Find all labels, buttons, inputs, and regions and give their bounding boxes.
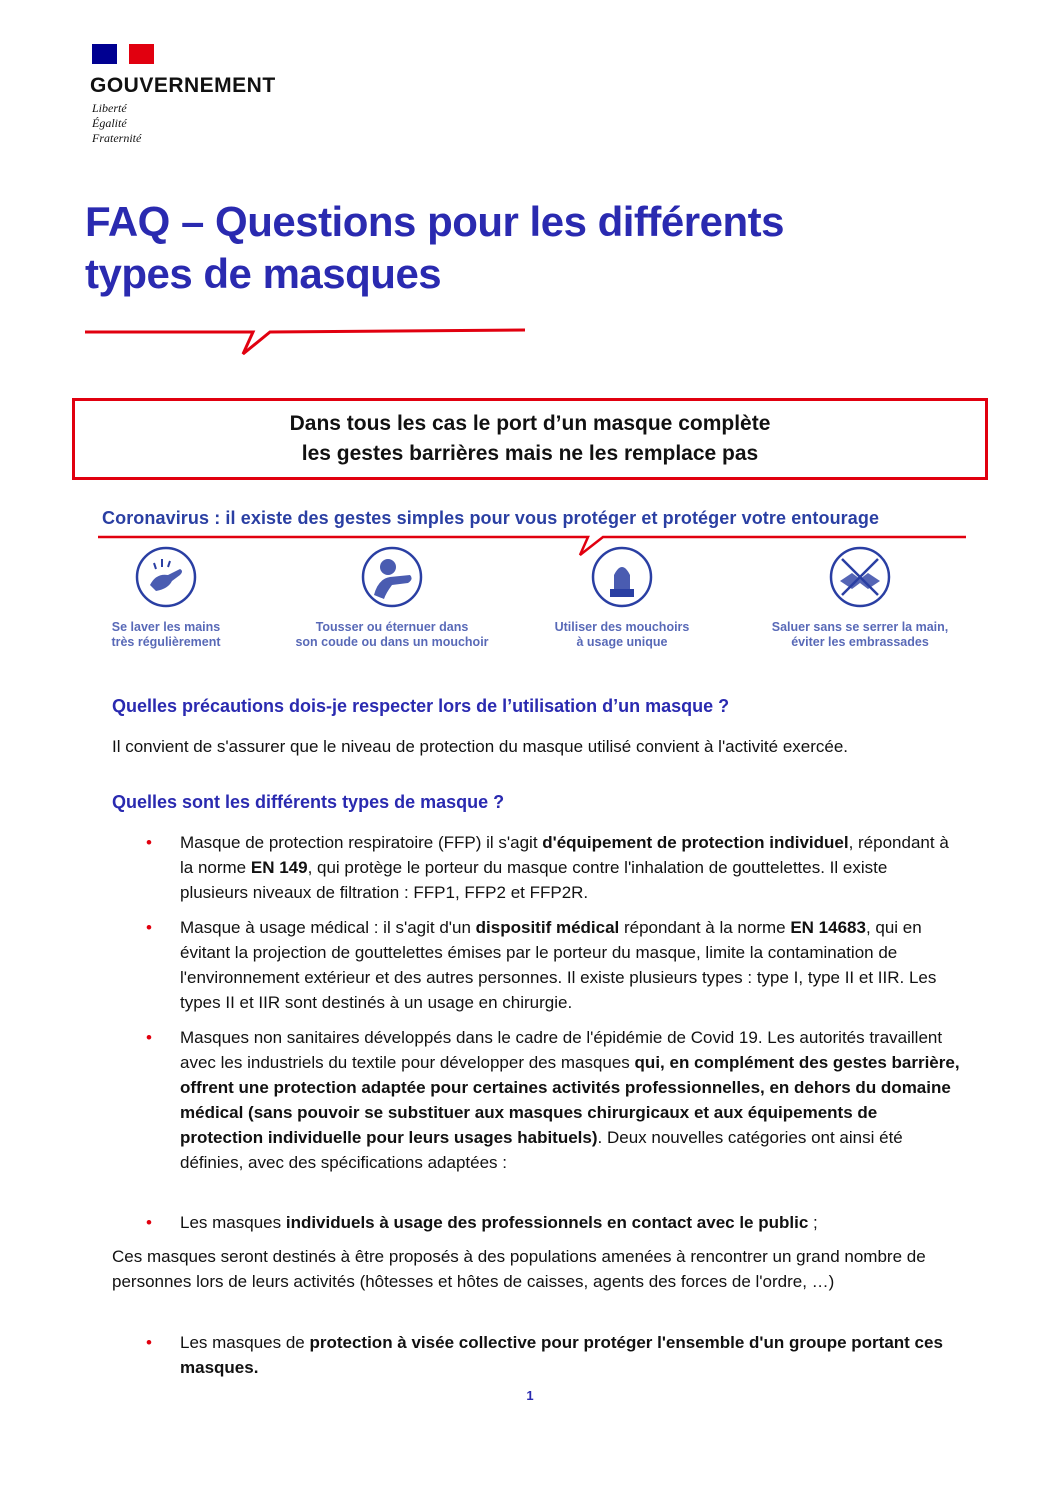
flag-white-band [117, 44, 129, 64]
flag-blue-band [92, 44, 117, 64]
warning-line2: les gestes barrières mais ne les remplace pas [301, 442, 759, 465]
page-title-line2: types de masques [85, 250, 442, 297]
gesture-tissue [512, 545, 732, 650]
bullet-collective [140, 1330, 960, 1380]
bullet-marker: • [146, 833, 152, 852]
individual-masks-paragraph: Ces masques seront destinés à être proposés à des populations amenées à rencontrer un grand nombre de personnes lors de leurs activités (hôtesses et hôtes de caisses, agents des forces de l'ordre, …) [112, 1247, 926, 1291]
bullet-nonsanitary [140, 1025, 960, 1175]
bullet-marker: • [146, 1028, 152, 1047]
page-title [85, 196, 965, 300]
bullet-ffp [140, 830, 960, 905]
gesture-cough-elbow-label: Tousser ou éternuer dans son coude ou dans un mouchoir [295, 620, 489, 649]
bullet-marker: • [146, 1333, 152, 1352]
tissue-icon [590, 545, 654, 609]
warning-line1: Dans tous les cas le port d’un masque complète [289, 412, 771, 435]
gesture-no-handshake [750, 545, 970, 650]
no-handshake-icon [828, 545, 892, 609]
bullet-medical [140, 915, 960, 1015]
question-mask-types: Quelles sont les différents types de masque ? [112, 792, 505, 812]
bullet-ffp-text: Masque de protection respiratoire (FFP) il s'agit d'équipement de protection individuel, répondant à la norme EN 149, qui protège le porteur du masque contre l'inhalation de gouttelettes. Il existe plusieurs niveaux de filtration : FFP1, FFP2 et FFP2R. [180, 833, 949, 902]
government-wordmark: GOUVERNEMENT [90, 74, 276, 97]
gesture-cough-elbow [282, 545, 502, 650]
cough-elbow-icon [360, 545, 424, 609]
title-underline-speech-mark [85, 322, 525, 362]
bullet-marker: • [146, 918, 152, 937]
handwashing-icon [134, 545, 198, 609]
coronavirus-banner-title: Coronavirus : il existe des gestes simples pour vous protéger et protéger votre entourage [102, 508, 880, 528]
marianne-flag-logo [92, 44, 154, 64]
gesture-no-handshake-label: Saluer sans se serrer la main, éviter les embrassades [771, 620, 949, 649]
motto-liberte: Liberté [92, 101, 127, 115]
motto-fraternite: Fraternité [92, 131, 142, 145]
answer-precautions: Il convient de s'assurer que le niveau de protection du masque utilisé convient à l'activité exercée. [112, 737, 849, 756]
gesture-handwashing [56, 545, 276, 650]
bullet-collective-text: Les masques de protection à visée collective pour protéger l'ensemble d'un groupe portant ces masques. [180, 1333, 943, 1377]
page-number: 1 [526, 1388, 534, 1403]
bullet-individual [140, 1210, 960, 1235]
warning-box [72, 398, 988, 480]
bullet-nonsanitary-text: Masques non sanitaires développés dans le cadre de l'épidémie de Covid 19. Les autorités travaillent avec les industriels du textile pour développer des masques qui, en complément des gestes barrière, offrent une protection adaptée pour certaines activités professionnelles, en dehors du domaine médical (sans pouvoir se substituer aux masques chirurgicaux et aux équipements de protection individuelle pour leurs usages habituels). Deux nouvelles catégories ont ainsi été définies, avec des spécifications adaptées : [180, 1028, 960, 1172]
question-precautions: Quelles précautions dois-je respecter lors de l’utilisation d’un masque ? [112, 696, 730, 716]
bullet-individual-text: Les masques individuels à usage des professionnels en contact avec le public ; [180, 1213, 818, 1232]
bullet-marker: • [146, 1213, 152, 1232]
republic-motto [92, 101, 141, 146]
flag-red-band [129, 44, 154, 64]
bullet-medical-text: Masque à usage médical : il s'agit d'un dispositif médical répondant à la norme EN 14683, qui en évitant la projection de gouttelettes émises par le porteur du masque, limite la contamination de l'environnement extérieur et des autres personnes. Il existe plusieurs types : type I, type II et IIR. Les types II et IIR sont destinés à un usage en chirurgie. [180, 918, 937, 1012]
gesture-tissue-label: Utiliser des mouchoirs à usage unique [554, 620, 690, 649]
page-title-line1: FAQ – Questions pour les différents [85, 198, 784, 245]
motto-egalite: Égalité [92, 116, 127, 130]
gesture-handwashing-label: Se laver les mains très régulièrement [111, 620, 221, 649]
